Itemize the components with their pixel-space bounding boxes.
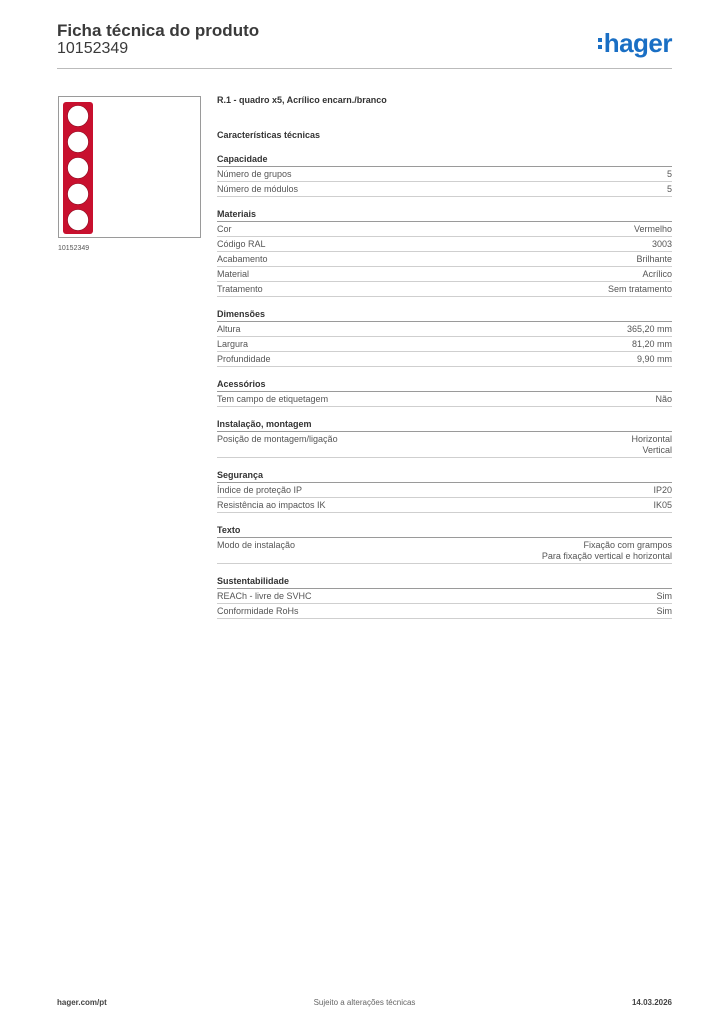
- spec-value: [642, 269, 672, 280]
- spec-row: [217, 483, 672, 498]
- spec-value: [634, 224, 672, 235]
- section-header: Texto: [217, 525, 672, 538]
- spec-value: [655, 394, 672, 405]
- product-name: R.1 - quadro x5, Acrílico encarn./branco: [217, 95, 387, 105]
- spec-value-line: Horizontal: [631, 434, 672, 444]
- spec-row: [217, 167, 672, 182]
- spec-value: [627, 324, 672, 335]
- spec-row: [217, 352, 672, 367]
- spec-row: [217, 237, 672, 252]
- spec-label: Modo de instalação: [217, 540, 296, 550]
- spec-value-line: Para fixação vertical e horizontal: [541, 551, 672, 561]
- spec-value: [653, 500, 672, 511]
- spec-section: [217, 525, 672, 564]
- spec-value-line: 5: [666, 184, 672, 194]
- spec-value: [631, 434, 672, 456]
- spec-value-line: 5: [666, 169, 672, 179]
- spec-value: [608, 284, 672, 295]
- spec-row: [217, 498, 672, 513]
- spec-label: Altura: [217, 324, 241, 334]
- product-image-svg: [59, 97, 200, 237]
- spec-value: [637, 354, 672, 365]
- section-header: Capacidade: [217, 154, 672, 167]
- spec-value-line: Sem tratamento: [607, 284, 672, 294]
- product-image: [58, 96, 201, 238]
- spec-section: [217, 309, 672, 367]
- spec-label: Índice de proteção IP: [217, 485, 303, 495]
- footer-notice: Sujeito a alterações técnicas: [313, 998, 416, 1007]
- spec-section: [217, 576, 672, 619]
- spec-value-line: 81,20 mm: [631, 339, 672, 349]
- spec-value-line: Não: [655, 394, 672, 404]
- spec-section: [217, 419, 672, 458]
- image-caption: 10152349: [58, 245, 90, 252]
- spec-value: [667, 169, 672, 180]
- spec-row: [217, 392, 672, 407]
- spec-label: Largura: [217, 339, 249, 349]
- section-header: Instalação, montagem: [217, 419, 672, 432]
- spec-value: [652, 239, 672, 250]
- footer-date: 14.03.2026: [631, 998, 672, 1007]
- spec-section: [217, 209, 672, 297]
- page-title: Ficha técnica do produto: [57, 21, 260, 40]
- section-header: Materiais: [217, 209, 672, 222]
- footer-website[interactable]: hager.com/pt: [57, 998, 107, 1007]
- spec-value-line: Vertical: [642, 445, 672, 455]
- spec-value-line: 3003: [651, 239, 672, 249]
- spec-value: [542, 540, 672, 562]
- socket-opening: [68, 210, 89, 231]
- socket-opening: [68, 132, 89, 153]
- spec-section: [217, 470, 672, 513]
- spec-row: [217, 432, 672, 458]
- hager-logo: [598, 28, 672, 59]
- spec-value-line: Fixação com grampos: [583, 540, 672, 550]
- spec-value-line: Sim: [656, 591, 672, 601]
- spec-row: [217, 604, 672, 619]
- spec-value-line: IP20: [653, 485, 672, 495]
- logo-mark-icon: [598, 28, 603, 54]
- spec-value: [636, 254, 672, 265]
- spec-label: Número de módulos: [217, 184, 299, 194]
- spec-section: [217, 379, 672, 407]
- spec-label: Tratamento: [217, 284, 263, 294]
- header-divider: [57, 68, 672, 69]
- spec-value-line: IK05: [653, 500, 672, 510]
- spec-row: [217, 337, 672, 352]
- section-header: Acessórios: [217, 379, 672, 392]
- spec-label: Posição de montagem/ligação: [217, 434, 338, 444]
- spec-row: [217, 282, 672, 297]
- spec-value-line: 365,20 mm: [626, 324, 672, 334]
- spec-label: Resistência ao impactos IK: [217, 500, 326, 510]
- spec-row: [217, 267, 672, 282]
- spec-row: [217, 252, 672, 267]
- spec-value-line: Acrílico: [642, 269, 672, 279]
- section-header: Dimensões: [217, 309, 672, 322]
- spec-value: [632, 339, 672, 350]
- section-header: Sustentabilidade: [217, 576, 672, 589]
- spec-value: [657, 591, 673, 602]
- spec-row: [217, 538, 672, 564]
- spec-value: [653, 485, 672, 496]
- spec-value-line: Vermelho: [633, 224, 672, 234]
- spec-value-line: Brilhante: [636, 254, 672, 264]
- socket-opening: [68, 158, 89, 179]
- spec-label: Número de grupos: [217, 169, 292, 179]
- spec-value-line: 9,90 mm: [636, 354, 672, 364]
- spec-row: [217, 589, 672, 604]
- spec-label: Material: [217, 269, 250, 279]
- spec-label: Código RAL: [217, 239, 266, 249]
- spec-label: Acabamento: [217, 254, 268, 264]
- spec-value: [657, 606, 673, 617]
- product-id: 10152349: [57, 40, 129, 57]
- spec-value: [667, 184, 672, 195]
- spec-sections: [217, 154, 672, 619]
- characteristics-title: Características técnicas: [217, 130, 321, 140]
- spec-label: Cor: [217, 224, 232, 234]
- spec-label: Profundidade: [217, 354, 271, 364]
- spec-label: REACh - livre de SVHC: [217, 591, 312, 601]
- socket-opening: [68, 184, 89, 205]
- logo-text: hager: [603, 28, 672, 58]
- spec-section: [217, 154, 672, 197]
- spec-label: Conformidade RoHs: [217, 606, 299, 616]
- section-header: Segurança: [217, 470, 672, 483]
- socket-opening: [68, 106, 89, 127]
- spec-row: [217, 322, 672, 337]
- spec-row: [217, 182, 672, 197]
- spec-row: [217, 222, 672, 237]
- spec-value-line: Sim: [656, 606, 672, 616]
- spec-label: Tem campo de etiquetagem: [217, 394, 329, 404]
- spec-content: [217, 95, 672, 619]
